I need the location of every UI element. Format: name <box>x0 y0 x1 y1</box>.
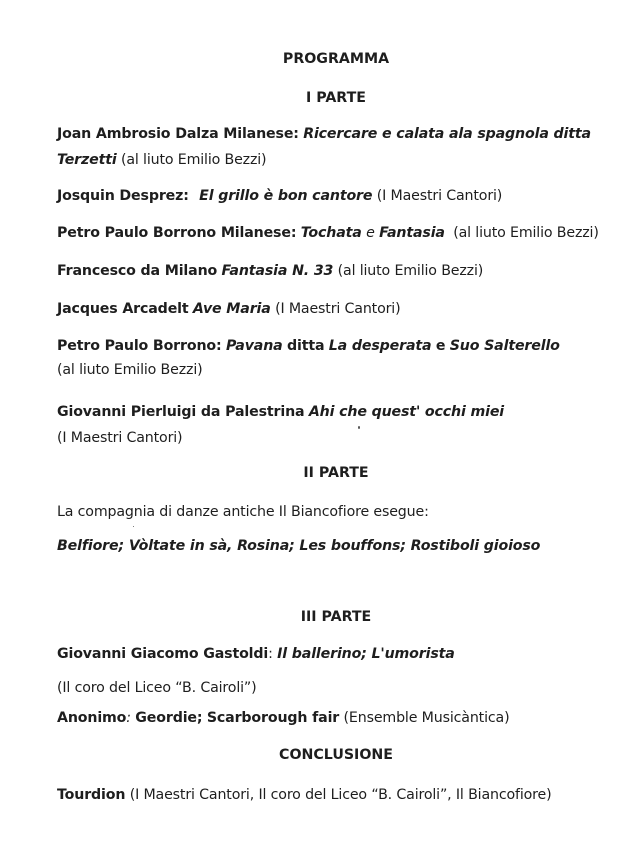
work-title: La desperata <box>328 338 432 354</box>
performer: (al liuto Emilio Bezzi) <box>453 225 599 241</box>
work-title: Fantasia N. 33 <box>221 263 334 279</box>
composer: Josquin Desprez: <box>57 188 189 204</box>
scan-speck <box>358 426 360 429</box>
performer: (Il coro del Liceo “B. Cairoli”) <box>57 680 257 696</box>
program-item-palestrina-performer <box>57 429 182 447</box>
program-item-tourdion <box>57 786 552 804</box>
performer: (I Maestri Cantori) <box>57 430 183 446</box>
work-title: Ricercare e calata ala spagnola ditta <box>303 126 591 142</box>
performer: (I Maestri Cantori) <box>376 188 503 204</box>
work-title: Tourdion <box>57 787 126 803</box>
part-1-heading: I PARTE <box>306 90 366 106</box>
dance-list: Belfiore; Vòltate in sà, Rosina; Les bouffons; Rostiboli gioioso <box>57 538 541 554</box>
performer: (al liuto Emilio Bezzi) <box>57 362 203 378</box>
work-title: El grillo è bon cantore <box>199 188 373 204</box>
scan-speck <box>133 526 134 527</box>
program-item-borrono-performer <box>57 361 203 379</box>
conjunction: e <box>366 225 375 241</box>
program-item-josquin <box>57 187 502 205</box>
work-title: Ave Maria <box>192 301 271 317</box>
conjunction: e <box>435 338 446 354</box>
composer: Francesco da Milano <box>57 263 218 279</box>
colon: : <box>126 710 131 726</box>
performer: (I Maestri Cantori) <box>275 301 401 317</box>
composer: Petro Paulo Borrono: <box>57 338 222 354</box>
program-item-dalza-cont <box>57 151 266 169</box>
composer: Giovanni Giacomo Gastoldi <box>57 646 269 662</box>
composer: Petro Paulo Borrono Milanese: <box>57 225 297 241</box>
composer: Giovanni Pierluigi da Palestrina <box>57 404 305 420</box>
program-item-palestrina <box>57 403 504 421</box>
work-title: Il ballerino; L'umorista <box>277 646 455 662</box>
work-title: Fantasia <box>379 225 445 241</box>
program-item-dalza <box>57 125 591 143</box>
composer: Jacques Arcadelt <box>57 301 189 317</box>
work-title: Suo Salterello <box>449 338 560 354</box>
work-title: Scarborough fair <box>206 710 340 726</box>
program-item-gastoldi <box>57 645 455 663</box>
program-item-borrono <box>57 337 560 355</box>
connector: ditta <box>286 338 325 354</box>
performer: (al liuto Emilio Bezzi) <box>120 152 267 168</box>
program-item-gastoldi-performer <box>57 679 257 697</box>
program-item-borrono-milanese <box>57 224 599 242</box>
part-3-heading: III PARTE <box>300 609 372 625</box>
work-title: Pavana <box>225 338 283 354</box>
part-2-heading: II PARTE <box>303 465 369 481</box>
program-item-anonimo <box>57 709 509 727</box>
colon: : <box>268 646 273 662</box>
conclusion-heading: CONCLUSIONE <box>279 747 393 763</box>
dance-intro: La compagnia di danze antiche Il Biancofiore esegue: <box>57 504 429 520</box>
performer: (al liuto Emilio Bezzi) <box>337 263 484 279</box>
work-title: Geordie; <box>135 710 203 726</box>
program-title: PROGRAMMA <box>282 51 390 67</box>
program-item-francesco <box>57 262 483 280</box>
work-title: Tochata <box>300 225 362 241</box>
work-title: Terzetti <box>57 152 117 168</box>
performer: (I Maestri Cantori, Il coro del Liceo “B. Cairoli”, Il Biancofiore) <box>129 787 552 803</box>
composer: Joan Ambrosio Dalza Milanese: <box>57 126 299 142</box>
work-title: Ahi che quest' occhi miei <box>308 404 505 420</box>
composer: Anonimo <box>57 710 127 726</box>
performer: (Ensemble Musicàntica) <box>343 710 510 726</box>
program-item-arcadelt <box>57 300 401 318</box>
